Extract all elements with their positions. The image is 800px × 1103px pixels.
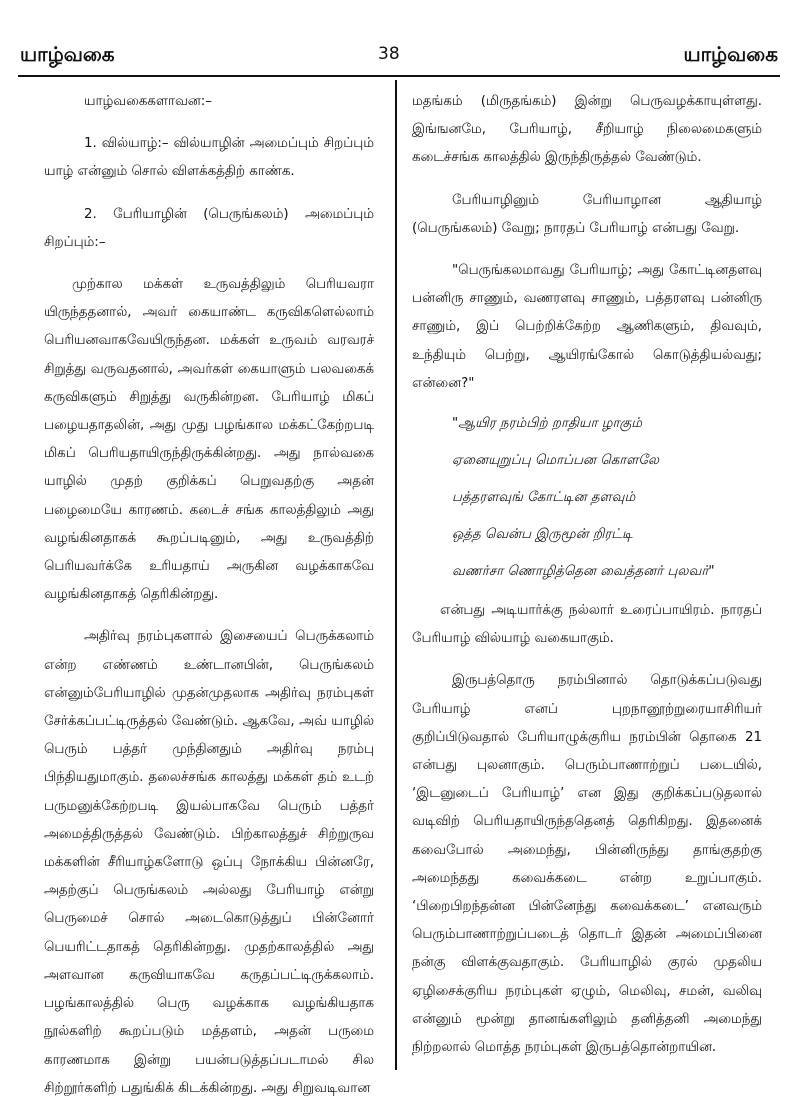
paragraph: பேரியாழினும் பேரியாழான ஆதியாழ் (பெருங்கலம்) வேறு; நாரதப் பேரியாழ் என்பது வேறு.: [412, 192, 762, 236]
verse-line: ஏனையுறுப்பு மொப்பன கொளலே: [452, 453, 659, 469]
paragraph: மதங்கம் (மிருதங்கம்) இன்று பெருவழக்காயுள்ளது. இங்ஙனமே, பேரியாழ், சீறியாழ் நிலைமைகளும் கடைச்சங்க காலத்தில் இருந்திருத்தல் வேண்டும்.: [412, 94, 762, 166]
left-column: [44, 88, 374, 1103]
page-header: [0, 0, 800, 80]
section-intro: யாழ்வகைகளாவன:–: [84, 94, 212, 109]
running-title-right: யாழ்வகை: [683, 42, 778, 66]
right-column: [412, 88, 762, 1062]
running-title-left: யாழ்வகை: [20, 42, 115, 66]
header-rule: [18, 75, 780, 77]
verse-line: ஒத்த வென்ப இருமூன் றிரட்டி: [452, 527, 633, 543]
paragraph: என்பது அடியார்க்கு நல்லார் உரைப்பாயிரம். நாரதப் பேரியாழ் வில்யாழ் வகையாகும்.: [412, 603, 762, 647]
page-number: 38: [378, 44, 400, 64]
verse-line: பத்தரளவுங் கோட்டின தளவும்: [452, 490, 636, 506]
block-quote: "பெருங்கலமாவது பேரியாழ்; அது கோட்டினதளவு பன்னிரு சாணும், வணரளவு சாணும், பத்தரளவு பன்னிரு சாணும், இப் பெற்றிக்கேற்ற ஆணிகளும், திவவும், உந்தியும் பெற்று, ஆயிரங்கோல் கொடுத்தியல்வது; என்னை?": [412, 263, 762, 391]
item-periyazh-heading: 2. பேரியாழின் (பெருங்கலம்) அமைப்பும் சிறப்பும்:–: [44, 206, 374, 250]
paragraph: இருபத்தொரு நரம்பினால் தொடுக்கப்படுவது பேரியாழ் எனப் புறநானூற்றுரையாசிரியர் குறிப்பிடுவதால் பேரியாழுக்குரிய நரம்பின் தொகை 21 என்பது புலனாகும். பெரும்பாணாற்றுப் படையில், ‘இடனுடைப் பேரியாழ்’ என இது குறிக்கப்படுதலால் வடிவிற் பெரியதாயிருந்ததெனத் தெரிகிறது. இதனைக் கவைபோல் அமைந்து, பின்னிருந்து தாங்குதற்கு அமைந்தது கவைக்கடை என்ற உறுப்பாகும். ‘பிறைபிறந்தன்ன பின்னேந்து கவைக்கடை’ எனவரும் பெரும்பாணாற்றுப்படைத் தொடர் இதன் அமைப்பினை நன்கு விளக்குவதாகும். பேரியாழில் குரல் முதலிய ஏழிசைக்குரிய நரம்புகள் ஏழும், மெலிவு, சமன், வலிவு என்னும் மூன்று தானங்களிலும் தனித்தனி அமைந்து நிற்றலால் மொத்த நரம்புகள் இருபத்தொன்றாயின.: [412, 673, 762, 1056]
paragraph: அதிர்வு நரம்புகளால் இசையைப் பெருக்கலாம் என்ற எண்ணம் உண்டானபின், பெருங்கலம் என்னும்பேரியாழில் முதன்முதலாக அதிர்வு நரம்புகள் சேர்க்கப்பட்டிருத்தல் வேண்டும். ஆகவே, அவ் யாழில் பெரும் பத்தர் முந்தினதும் அதிர்வு நரம்பு பிந்தியதுமாகும். தலைச்சங்க காலத்து மக்கள் தம் உடற் பருமனுக்கேற்றபடி இயல்பாகவே பெரும் பத்தர் அமைத்திருத்தல் வேண்டும். பிற்காலத்துச் சிற்றுருவ மக்களின் சீரியாழ்களோடு ஒப்பு நோக்கிய பின்னரே, அதற்குப் பெருங்கலம் அல்லது பேரியாழ் என்று பெருமைச் சொல் அடைகொடுத்துப் பின்னோர் பெயரிட்டதாகத் தெரிகின்றது. முதற்காலத்தில் அது அளவான கருவியாகவே கருதப்பட்டிருக்கலாம். பழங்காலத்தில் பெரு வழக்காக வழங்கியதாக நூல்களிற் கூறப்படும் மத்தளம், அதன் பருமை காரணமாக இன்று பயன்படுத்தப்படாமல் சில சிற்றூர்களிற் பதுங்கிக் கிடக்கின்றது. அது சிறுவடிவான: [44, 629, 374, 1096]
paragraph: முற்கால மக்கள் உருவத்திலும் பெரியவரா யிருந்ததனால், அவர் கையாண்ட கருவிகளெல்லாம் பெரியனவாகவேயிருந்தன. மக்கள் உருவம் வரவரச் சிறுத்து வருவதனால், அவர்கள் கையாளும் பலவகைக் கருவிகளும் சிறுத்து வருகின்றன. பேரியாழ் மிகப் பழையதாதலின், அது முது பழங்கால மக்கட்கேற்றபடி மிகப் பெரியதாயிருந்திருக்கின்றது. அது நால்வகை யாழில் முதற் குறிக்கப் பெறுவதற்கு அதன் பழைமையே காரணம். கடைச் சங்க காலத்திலும் அது வழங்கினதாகக் கூறப்படினும், அது உருவத்திற் பெரியவர்க்கே உரியதாய் அருகின வழக்காகவே வழங்கினதாகத் தெரிகின்றது.: [44, 277, 374, 603]
item-villyazh: 1. வில்யாழ்:– வில்யாழின் அமைப்பும் சிறப்பும் யாழ் என்னும் சொல் விளக்கத்திற் காண்க.: [44, 136, 374, 180]
verse-line: "ஆயிர நரம்பிற் றாதியா ழாகும்: [452, 416, 643, 432]
column-divider: [395, 80, 397, 1070]
verse-block: [412, 412, 762, 584]
verse-line: வணர்சா ணொழித்தென வைத்தனர் புலவர்": [452, 564, 715, 580]
